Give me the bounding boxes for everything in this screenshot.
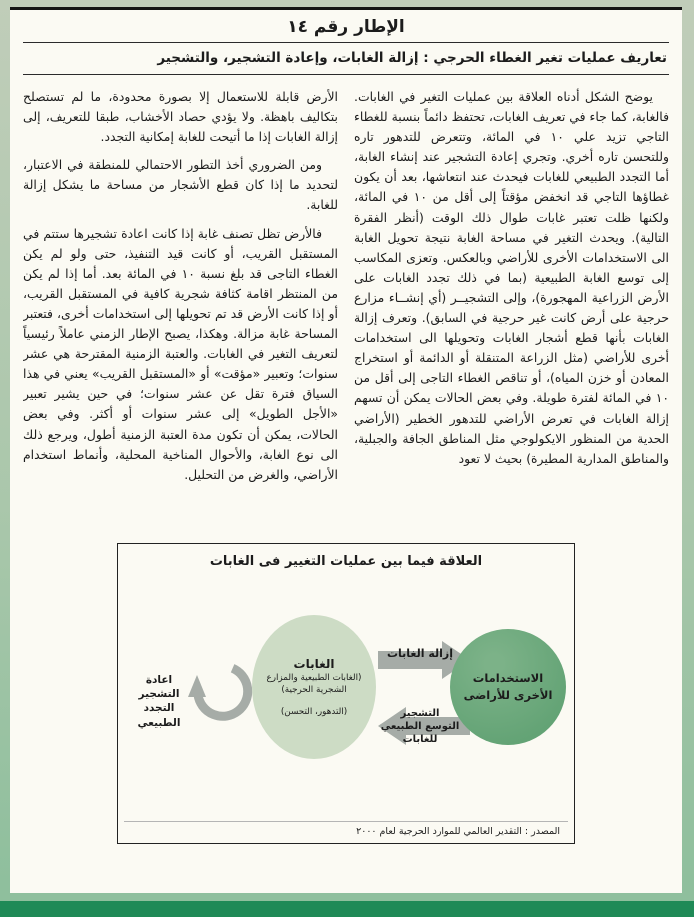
forests-node [252,615,376,759]
paragraph: ومن الضروري أخذ التطور الاحتمالي للمنطقة في الاعتبار، لتحديد ما إذا كان قطع الأشجار من مساحة ما يشكل إزالة للغابة. [23,157,338,213]
afforestation-label-line1: التشجير [400,708,440,719]
forest-change-diagram [117,543,575,844]
paragraph: الأرض قابلة للاستعمال إلا بصورة محدودة، ما لم تستصلح بتكاليف باهظة. ولا يؤدي حصاد الأخشاب، طبقا للتعريف، إلى إزالة الغابات إذا ما أتيحت للغابة إمكانية التجدد. [23,89,338,145]
column-right [354,87,669,527]
text-columns [23,75,669,527]
diagram-source: المصدر : التقدير العالمي للموارد الحرجية لعام ٢٠٠٠ [124,821,568,839]
page-content [10,7,682,893]
forests-node-note: (التدهور، التحسن) [280,707,348,718]
page-title: تعاريف عمليات تغير الغطاء الحرجي : إزالة الغابات، وإعادة التشجير، والتشجير [157,50,667,66]
afforestation-arrow-label [370,707,470,746]
forests-node-subtitle: (الغابات الطبيعية والمزارع الشجرية الحرجية) [266,672,362,695]
other-land-uses-node: الاستخدامات الأخرى للأراضى [450,629,566,745]
reforestation-label [126,673,192,730]
bottom-green-bar [0,901,694,917]
deforestation-arrow-label: إزالة الغابات [386,647,454,660]
reforestation-label-line1: اعادة التشجير [138,674,180,701]
paragraph: فالأرض تظل تصنف غابة إذا كانت اعادة تشجيرها ستتم في المستقبل القريب، أو كانت قيد التنفيذ، حتى ولو لم يكن الغطاء التاجى قد بلغ نسبة ١٠ في المائة بعد. أما إذا لم يكن من المنتظر اقامة كثافة شجرية كافية في المستقبل القريب، أو إذا كانت الأرض قد تم تحويلها إلى استخدامات أخرى، فتعتبر المساحة غابة مزالة. وهكذا، يصبح الإطار الزمني عاملاً رئيسياً لتعريف التغير في الغابات. والعتبة الزمنية المقترحة هي عشر سنوات؛ وتعبير «مؤقت» أو «المستقبل القريب» يعني في هذا السياق فترة تقل عن عشر سنوات؛ في حين يشير تعبير «الأجل الطويل» إلى عشر سنوات أو أكثر. وفي بعض الحالات، يمكن أن تكون مدة العتبة الزمنية أطول، ويرجع ذلك الى نوع الغابة، والأحوال المناخية المحلية، وأنماط استخدام الأراضي، والغرض من التحليل. [23,225,338,482]
box-number: الإطار رقم ١٤ [287,17,405,37]
column-left [23,87,338,527]
afforestation-label-line2: التوسع الطبيعي للغابات [380,721,460,745]
cycle-arrow-icon [198,668,248,716]
forests-node-title: الغابات [293,656,335,671]
diagram-title: العلاقة فيما بين عمليات التغيير فى الغابات [209,554,483,569]
reforestation-label-line2: التجدد الطبيعي [137,702,181,729]
diagram-canvas [126,577,566,815]
paragraph: يوضح الشكل أدناه العلاقة بين عمليات التغير في الغابات. فالغابة، كما جاء في تعريف الغابات، تحتفظ دائماً بنسبة للغطاء التاجي تزيد علي ١٠ في المائة، وتتعرض للتدهور تاره وللتحسن تاره أخري. وتجري إعادة التشجير عند إنشاء الغابة، أما التجدد الطبيعي للغابات فيحدث عند انتعاشها، بعد أن يكون غطاؤها التاجي قد انخفض مؤقتاً إلى أقل من ١٠ في المائة، ولكنها ظلت تعتبر غابات طوال ذلك الوقت (أنظر الفقرة التالية). ويحدث التغير في مساحة الغابة نتيجة تحويل الغابة الى الاستخدامات الأخرى للأراضي وبالعكس. وتعزى المكاسب إلى توسع الغابة الطبيعية (بما في ذلك تجدد الغابات على الأرض الزراعية المهجورة)، وإلى التشجيــر (أي إنشــاء مزارع حرجية على أرض كانت غير حرجية في السابق). وتعرف إزالة الغابات بأنها قطع أشجار الغابات وتحويلها الى استخدامات أخرى للأراضي (مثل الزراعة المتنقلة أو الدائمة أو استخراج المعادن أو خزن المياه)، أو تناقص الغطاء التاجى إلى أقل من ١٠ في المائة لفترة طويلة. وفي بعض الحالات يمكن أن تسهم إزالة الغابات في تعرض الأراضي للتدهور الخطير (الأراضي الحدية من المنظور الايكولوجي مثل المناطق الجافة والجبلية، والمناطق المدارية المطيرة) بحيث لا تعود [354,89,669,466]
